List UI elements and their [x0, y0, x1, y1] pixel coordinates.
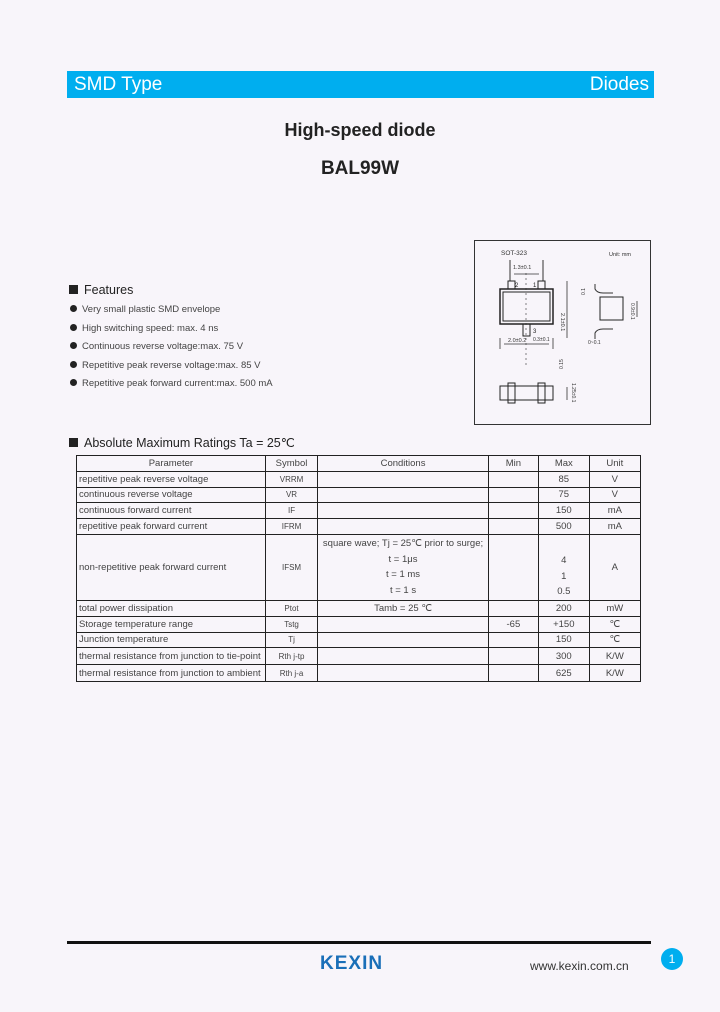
- table-row: Junction temperature Tj 150 ℃: [77, 632, 641, 648]
- svg-text:3: 3: [533, 329, 537, 335]
- bullet-icon: [70, 324, 77, 331]
- table-row: total power dissipation Ptot Tamb = 25 ℃ 200 mW: [77, 600, 641, 616]
- svg-text:1: 1: [533, 283, 537, 289]
- feature-item: Continuous reverse voltage:max. 75 V: [70, 340, 273, 359]
- category-label: SMD Type: [74, 74, 163, 95]
- product-type-label: Diodes: [589, 74, 649, 95]
- svg-text:0.3±0.1: 0.3±0.1: [533, 337, 550, 343]
- svg-text:0.15: 0.15: [559, 359, 565, 369]
- table-row: repetitive peak reverse voltage VRRM 85 V: [77, 471, 641, 487]
- header-banner: [67, 71, 654, 98]
- features-list: [70, 303, 273, 396]
- part-number: BAL99W: [320, 158, 400, 179]
- svg-text:2: 2: [515, 283, 519, 289]
- square-bullet-icon: [69, 285, 78, 294]
- feature-item: Repetitive peak forward current:max. 500 mA: [70, 377, 273, 396]
- kexin-logo: KEXIN: [320, 953, 384, 974]
- svg-text:2.1±0.1: 2.1±0.1: [559, 313, 565, 332]
- table-row: thermal resistance from junction to tie-point Rth j-tp 300 K/W: [77, 648, 641, 665]
- features-heading: Features: [69, 283, 133, 297]
- unit-label: Unit: mm: [609, 252, 631, 258]
- table-row: repetitive peak forward current IFRM 500 mA: [77, 519, 641, 535]
- page-number-badge: 1: [661, 948, 683, 970]
- svg-text:1.25±0.1: 1.25±0.1: [570, 383, 576, 403]
- ratings-heading: Absolute Maximum Ratings Ta = 25℃: [69, 435, 295, 450]
- feature-item: High switching speed: max. 4 ns: [70, 322, 273, 341]
- package-outline-diagram: [475, 241, 650, 424]
- feature-item: Very small plastic SMD envelope: [70, 303, 273, 322]
- absolute-max-ratings-table: [76, 455, 641, 682]
- package-name: SOT-323: [501, 250, 528, 257]
- footer-divider: [67, 941, 651, 944]
- square-bullet-icon: [69, 438, 78, 447]
- table-header-row: Parameter Symbol Conditions Min Max Unit: [77, 456, 641, 472]
- bullet-icon: [70, 305, 77, 312]
- svg-text:0.9±0.1: 0.9±0.1: [629, 303, 635, 320]
- feature-item: Repetitive peak reverse voltage:max. 85 V: [70, 359, 273, 378]
- table-row: thermal resistance from junction to ambient Rth j-a 625 K/W: [77, 665, 641, 682]
- svg-text:1.3±0.1: 1.3±0.1: [513, 265, 532, 271]
- document-subtitle: High-speed diode: [284, 120, 436, 140]
- table-row: Storage temperature range Tstg -65 +150 ℃: [77, 616, 641, 632]
- svg-text:0~0.1: 0~0.1: [588, 340, 601, 346]
- bullet-icon: [70, 379, 77, 386]
- svg-text:2.0±0.2: 2.0±0.2: [508, 338, 527, 344]
- table-row: continuous reverse voltage VR 75 V: [77, 487, 641, 503]
- package-drawing: [474, 240, 651, 425]
- table-row: continuous forward current IF 150 mA: [77, 503, 641, 519]
- website-link[interactable]: www.kexin.com.cn: [530, 959, 629, 973]
- bullet-icon: [70, 361, 77, 368]
- svg-text:0.1: 0.1: [581, 288, 587, 295]
- bullet-icon: [70, 342, 77, 349]
- table-row: non-repetitive peak forward current IFSM square wave; Tj = 25℃ prior to surge; t = 1μs t = 1 ms t = 1 s 4 1 0.5 A: [77, 534, 641, 600]
